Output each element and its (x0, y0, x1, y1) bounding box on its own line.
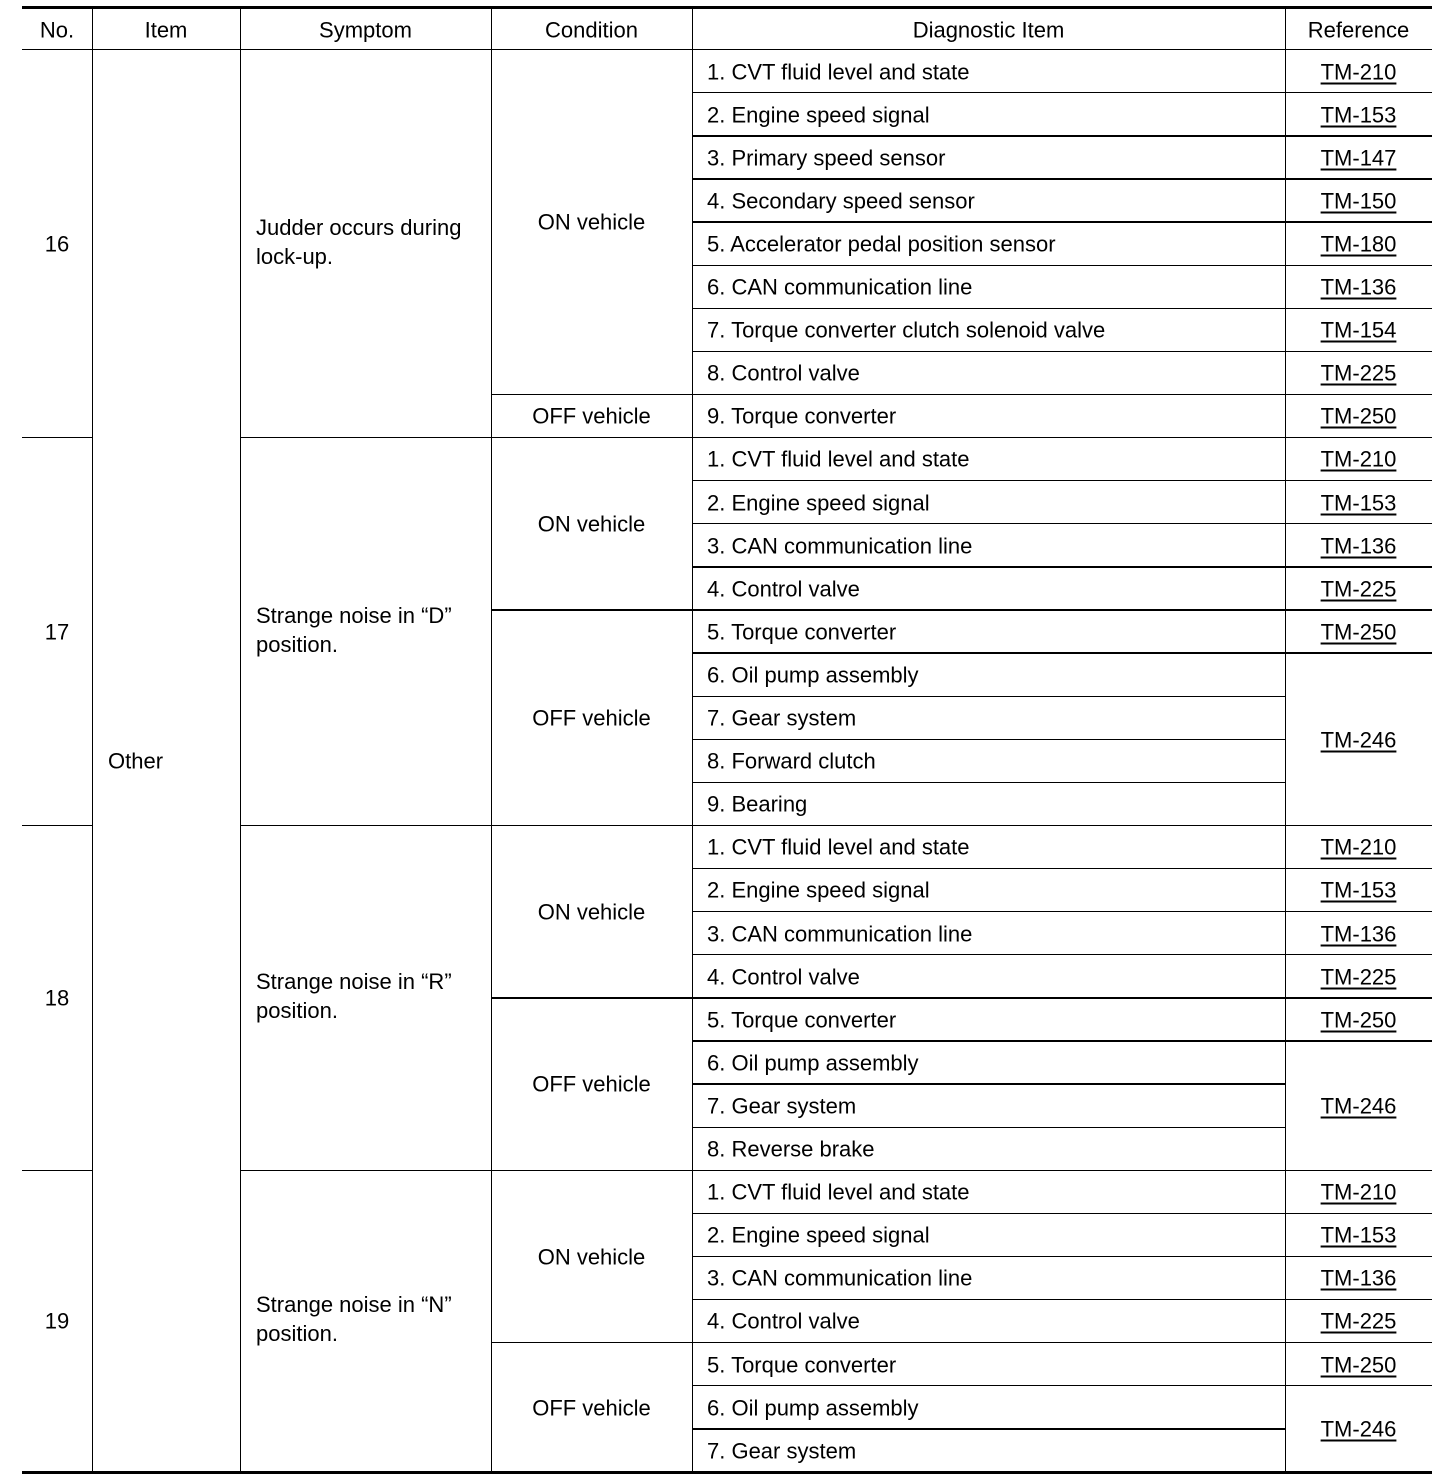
row-divider (692, 739, 1285, 740)
row-number: 18 (44, 985, 70, 1011)
symptom-line: position. (256, 1321, 338, 1347)
symptom-text (256, 967, 452, 1025)
row-divider (692, 1428, 1285, 1429)
row-divider (692, 523, 1432, 524)
diagnostic-item-text: 8. Reverse brake (707, 1136, 875, 1162)
row-divider (692, 308, 1432, 309)
condition-label: ON vehicle (537, 511, 646, 537)
header-bottom-border (22, 49, 1432, 50)
symptom-text (256, 601, 452, 659)
reference-link[interactable]: TM-153 (1320, 1222, 1397, 1248)
row-divider (692, 265, 1432, 266)
group-divider (240, 825, 1432, 826)
reference-link[interactable]: TM-225 (1320, 576, 1397, 602)
diagnostic-item-text: 3. CAN communication line (707, 533, 973, 559)
header-diagnostic-item: Diagnostic Item (912, 17, 1065, 42)
condition-label: OFF vehicle (532, 403, 651, 429)
reference-link[interactable]: TM-154 (1320, 317, 1397, 343)
diagnostic-item-text: 9. Bearing (707, 791, 808, 817)
condition-divider (491, 394, 1432, 395)
reference-link[interactable]: TM-225 (1320, 360, 1397, 386)
symptom-text (256, 1290, 452, 1348)
diagnostic-item-text: 6. CAN communication line (707, 274, 973, 300)
column-divider (1285, 7, 1286, 1472)
reference-link[interactable]: TM-250 (1320, 1007, 1397, 1033)
condition-divider (491, 1342, 1432, 1343)
table-bottom-border (22, 1471, 1432, 1474)
row-divider (692, 480, 1432, 481)
diagnostic-item-text: 6. Oil pump assembly (707, 1395, 919, 1421)
reference-link[interactable]: TM-147 (1320, 145, 1397, 171)
row-divider (692, 135, 1432, 136)
group-divider (240, 1170, 1432, 1171)
diagnostic-item-text: 1. CVT fluid level and state (707, 446, 970, 472)
condition-label: OFF vehicle (532, 1395, 651, 1421)
reference-link[interactable]: TM-250 (1320, 619, 1397, 645)
diagnostic-item-text: 6. Oil pump assembly (707, 662, 919, 688)
diagnostic-item-text: 8. Control valve (707, 360, 860, 386)
diagnostic-item-text: 5. Torque converter (707, 1352, 897, 1378)
diagnostic-item-text: 5. Accelerator pedal position sensor (707, 231, 1056, 257)
row-divider (692, 92, 1432, 93)
diagnostic-item-text: 5. Torque converter (707, 1007, 897, 1033)
header-condition: Condition (545, 17, 638, 42)
symptom-line: Strange noise in “D” (256, 602, 452, 628)
item-group-label: Other (108, 748, 164, 774)
row-divider (692, 1083, 1285, 1084)
diagnostic-item-text: 6. Oil pump assembly (707, 1050, 919, 1076)
reference-link[interactable]: TM-246 (1320, 1416, 1397, 1442)
row-divider (692, 782, 1285, 783)
symptom-line: Judder occurs during (256, 214, 462, 240)
reference-link[interactable]: TM-136 (1320, 1265, 1397, 1291)
row-divider (692, 221, 1432, 222)
table-top-border (22, 6, 1432, 9)
row-divider (692, 1213, 1432, 1214)
column-divider (692, 7, 693, 1472)
symptom-line: position. (256, 631, 338, 657)
reference-link[interactable]: TM-210 (1320, 59, 1397, 85)
row-number: 17 (44, 619, 70, 645)
header-reference: Reference (1307, 17, 1410, 42)
row-divider (692, 1040, 1432, 1041)
group-divider (240, 437, 1432, 438)
diagnostic-item-text: 7. Gear system (707, 1438, 857, 1464)
diagnostic-item-text: 2. Engine speed signal (707, 1222, 930, 1248)
row-number: 16 (44, 231, 70, 257)
condition-label: ON vehicle (537, 899, 646, 925)
reference-link[interactable]: TM-210 (1320, 834, 1397, 860)
diagnostic-item-text: 7. Gear system (707, 1093, 857, 1119)
reference-link[interactable]: TM-153 (1320, 102, 1397, 128)
diagnostic-item-text: 1. CVT fluid level and state (707, 1179, 970, 1205)
diagnostic-item-text: 3. CAN communication line (707, 921, 973, 947)
condition-label: OFF vehicle (532, 705, 651, 731)
row-divider (692, 652, 1432, 653)
row-number: 19 (44, 1308, 70, 1334)
reference-link[interactable]: TM-225 (1320, 964, 1397, 990)
group-divider (22, 1170, 92, 1171)
reference-link[interactable]: TM-180 (1320, 231, 1397, 257)
diagnostic-item-text: 4. Secondary speed sensor (707, 188, 975, 214)
symptom-line: lock-up. (256, 243, 334, 269)
condition-label: OFF vehicle (532, 1071, 651, 1097)
diagnostic-item-text: 9. Torque converter (707, 403, 897, 429)
column-divider (491, 7, 492, 1472)
row-divider (692, 696, 1285, 697)
header-no: No. (39, 17, 75, 42)
symptom-line: position. (256, 998, 338, 1024)
diagnostic-item-text: 1. CVT fluid level and state (707, 59, 970, 85)
reference-link[interactable]: TM-250 (1320, 1352, 1397, 1378)
column-divider (92, 7, 93, 1472)
symptom-line: Strange noise in “N” (256, 1292, 452, 1318)
header-symptom: Symptom (319, 17, 412, 42)
reference-link[interactable]: TM-246 (1320, 727, 1397, 753)
row-divider (692, 566, 1432, 567)
symptom-line: Strange noise in “R” (256, 969, 452, 995)
diagnostic-item-text: 1. CVT fluid level and state (707, 834, 970, 860)
diagnostic-item-text: 5. Torque converter (707, 619, 897, 645)
group-divider (22, 437, 92, 438)
diagnostic-item-text: 3. CAN communication line (707, 1265, 973, 1291)
diagnostic-item-text: 2. Engine speed signal (707, 490, 930, 516)
group-divider (22, 825, 92, 826)
condition-label: ON vehicle (537, 209, 646, 235)
symptom-text (256, 213, 461, 271)
row-divider (692, 1299, 1432, 1300)
row-divider (692, 1127, 1285, 1128)
reference-link[interactable]: TM-210 (1320, 446, 1397, 472)
row-divider (692, 1256, 1432, 1257)
diagnostic-item-text: 3. Primary speed sensor (707, 145, 946, 171)
reference-link[interactable]: TM-136 (1320, 533, 1397, 559)
diagnostic-item-text: 4. Control valve (707, 964, 860, 990)
diagnostic-item-text: 4. Control valve (707, 1308, 860, 1334)
reference-link[interactable]: TM-136 (1320, 921, 1397, 947)
diagnostic-item-text: 7. Torque converter clutch solenoid valve (707, 317, 1106, 343)
condition-divider (491, 997, 1432, 998)
reference-link[interactable]: TM-250 (1320, 403, 1397, 429)
row-divider (692, 351, 1432, 352)
diagnostic-item-text: 8. Forward clutch (707, 748, 876, 774)
reference-link[interactable]: TM-246 (1320, 1093, 1397, 1119)
diagnostic-item-text: 7. Gear system (707, 705, 857, 731)
column-divider (240, 7, 241, 1472)
reference-link[interactable]: TM-153 (1320, 877, 1397, 903)
row-divider (692, 868, 1432, 869)
row-divider (692, 911, 1432, 912)
condition-label: ON vehicle (537, 1244, 646, 1270)
diagnostic-item-text: 4. Control valve (707, 576, 860, 602)
diagnostic-item-text: 2. Engine speed signal (707, 877, 930, 903)
row-divider (692, 1385, 1432, 1386)
reference-link[interactable]: TM-150 (1320, 188, 1397, 214)
row-divider (692, 954, 1432, 955)
diagnostic-item-text: 2. Engine speed signal (707, 102, 930, 128)
reference-link[interactable]: TM-225 (1320, 1308, 1397, 1334)
header-item: Item (144, 17, 188, 42)
reference-link[interactable]: TM-210 (1320, 1179, 1397, 1205)
reference-link[interactable]: TM-153 (1320, 490, 1397, 516)
condition-divider (491, 609, 1432, 610)
row-divider (692, 178, 1432, 179)
reference-link[interactable]: TM-136 (1320, 274, 1397, 300)
